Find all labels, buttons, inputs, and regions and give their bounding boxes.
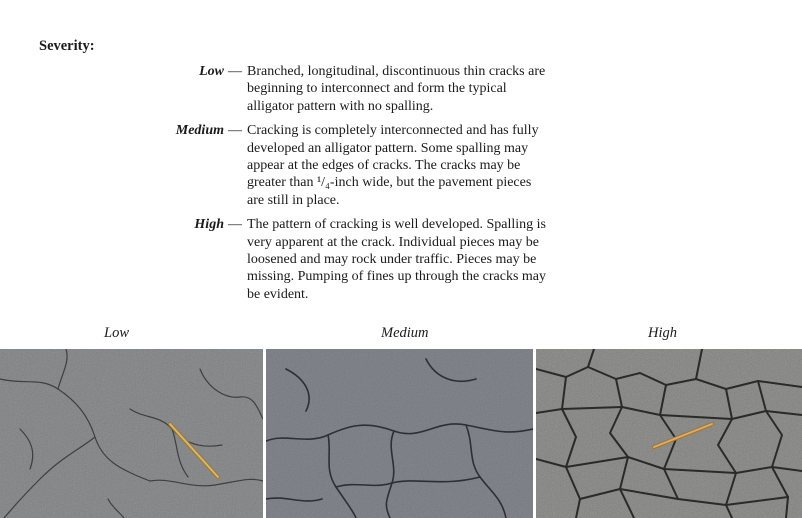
photo-low-severity	[0, 349, 263, 518]
severity-level-low	[0, 63, 802, 115]
description-line: alligator pattern with no spalling.	[247, 98, 434, 114]
level-label: High	[194, 217, 224, 233]
level-dash: —	[228, 64, 242, 79]
description-line: Cracking is completely interconnected and has fully	[247, 123, 539, 139]
description-line: are still in place.	[247, 192, 340, 208]
photo-high-severity	[536, 349, 802, 518]
description-line: missing. Pumping of fines up through the cracks may	[247, 269, 547, 285]
level-description	[247, 122, 567, 209]
severity-levels	[0, 63, 802, 303]
level-dash: —	[228, 123, 242, 139]
photo-caption-high: High	[648, 325, 677, 341]
level-dash: —	[228, 217, 242, 233]
description-line: be evident.	[247, 286, 309, 302]
description-line: appear at the edges of cracks. The cracks may be	[247, 158, 521, 174]
level-description	[247, 216, 567, 303]
severity-level-high	[0, 216, 802, 303]
level-description	[247, 63, 567, 115]
level-label: Low	[199, 64, 224, 79]
description-line: The pattern of cracking is well developed. Spalling is	[247, 217, 546, 233]
photo-medium-severity	[266, 349, 533, 518]
description-line: developed an alligator pattern. Some spalling may	[247, 140, 529, 156]
photo-caption-low: Low	[104, 325, 129, 341]
description-line: very apparent at the crack. Individual pieces may be	[247, 234, 539, 250]
photo-caption-medium: Medium	[381, 325, 429, 341]
description-line: beginning to interconnect and form the typical	[247, 81, 507, 97]
severity-level-medium	[0, 122, 802, 209]
description-line: greater than ¹/₄-inch wide, but the pavement pieces	[247, 175, 532, 191]
description-line: Branched, longitudinal, discontinuous thin cracks are	[247, 64, 546, 79]
description-line: loosened and may rock under traffic. Pieces may be	[247, 252, 537, 268]
level-label: Medium	[175, 123, 224, 139]
severity-heading: Severity:	[39, 38, 95, 54]
